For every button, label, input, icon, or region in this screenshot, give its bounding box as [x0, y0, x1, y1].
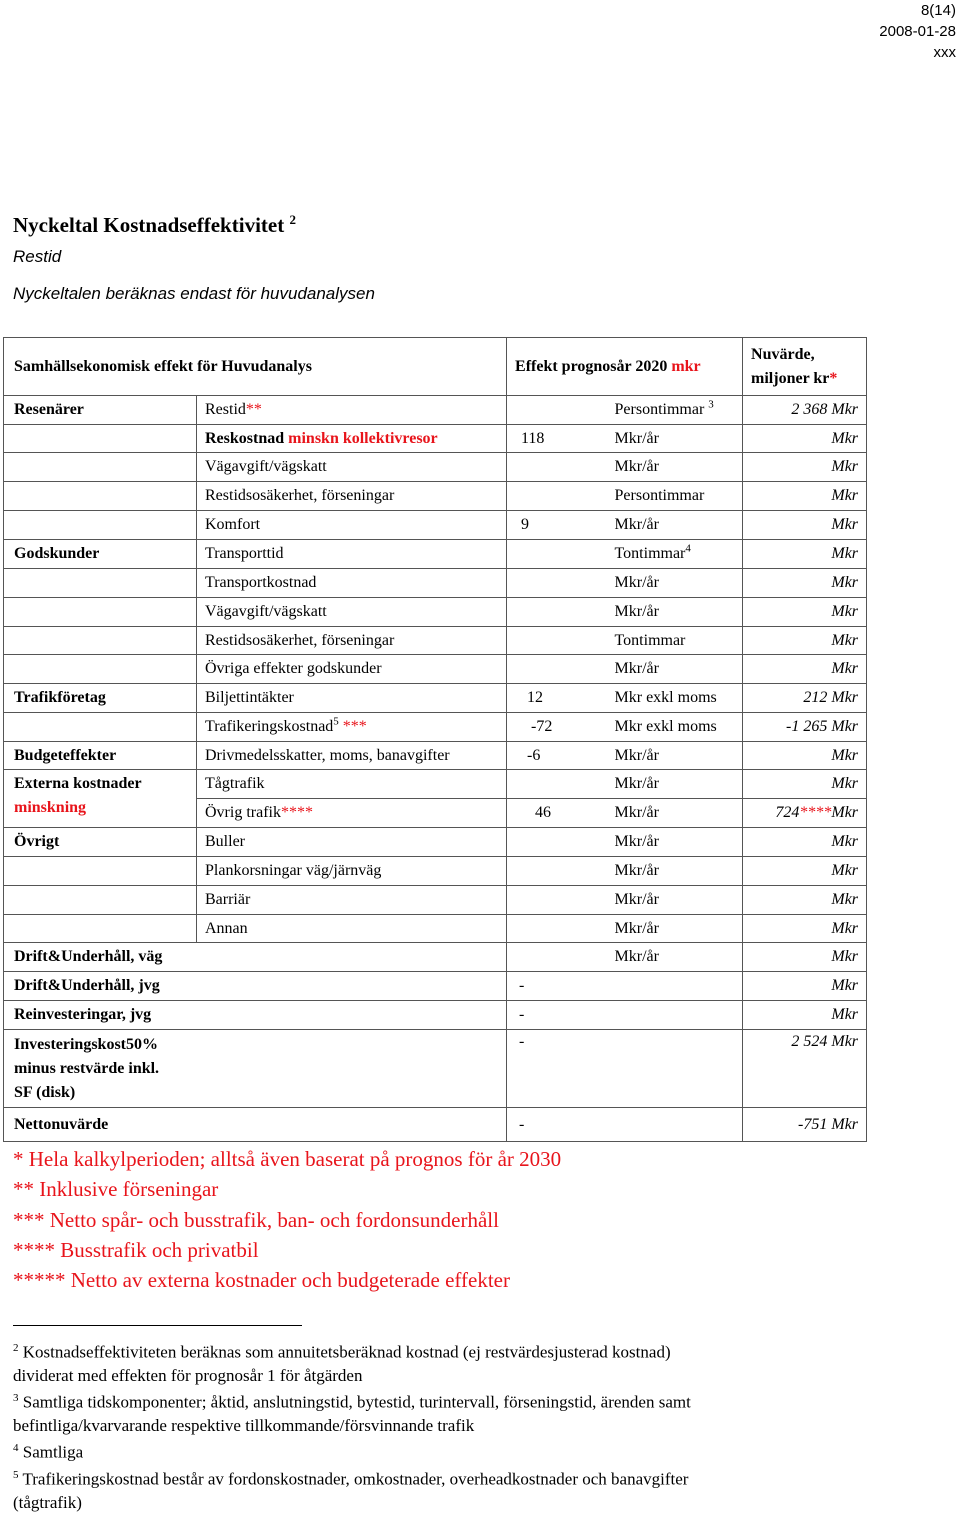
item-label: Transporttid — [197, 540, 507, 569]
value-cell: Mkr — [743, 511, 867, 540]
item-label: Restidsosäkerhet, förseningar — [197, 627, 507, 655]
value-cell: Mkr — [743, 742, 867, 770]
item-label: Komfort — [197, 511, 507, 540]
header-effect: Samhällsekonomisk effekt för Huvudanalys — [4, 338, 507, 396]
item-label: Trafikeringskostnad$^5$ *** — [197, 713, 507, 742]
value-cell: Mkr — [743, 770, 867, 799]
document-date: 2008-01-28 — [879, 23, 956, 40]
note: *** Netto spår- och busstrafik, ban- och fordonsunderhåll — [13, 1207, 499, 1232]
unit-cell: Mkr/år — [607, 943, 743, 972]
title-text: Nyckeltal Kostnadseffektivitet — [13, 213, 285, 237]
value-cell: Mkr — [743, 655, 867, 684]
table-row — [4, 742, 867, 770]
value-cell: Mkr — [743, 627, 867, 655]
value-cell: Mkr — [743, 886, 867, 915]
table-row — [4, 799, 867, 828]
value-cell: Mkr — [743, 972, 867, 1001]
subtitle-note: Nyckeltalen beräknas endast för huvudanalysen — [13, 284, 375, 303]
unit-cell: Mkr/år — [607, 857, 743, 886]
note: ***** Netto av externa kostnader och budgeterade effekter — [13, 1268, 510, 1293]
table-row — [4, 1030, 867, 1108]
unit-cell: Persontimmar — [607, 482, 743, 511]
effect-value: 118 — [507, 425, 607, 453]
table-row — [4, 828, 867, 857]
unit-cell: Mkr/år — [607, 770, 743, 799]
footnote: $^4$ Samtliga — [13, 1442, 84, 1462]
item-label: Plankorsningar väg/järnväg — [197, 857, 507, 886]
unit-cell: Mkr/år — [607, 453, 743, 482]
subtitle-restid: Restid — [13, 247, 62, 266]
table-row — [4, 1108, 867, 1142]
effect-value: - — [507, 972, 607, 1001]
table-row — [4, 627, 867, 655]
unit-cell: Mkr/år — [607, 598, 743, 627]
table-row — [4, 453, 867, 482]
item-label: Övrig trafik**** — [197, 799, 507, 828]
table-row — [4, 684, 867, 713]
item-label: Vägavgift/vägskatt — [197, 598, 507, 627]
table-row — [4, 915, 867, 943]
header-forecast: Effekt prognosår 2020 mkr — [507, 338, 743, 396]
group-label: Godskunder — [4, 540, 197, 569]
value-cell: 724****Mkr — [743, 799, 867, 828]
table-row — [4, 540, 867, 569]
item-label: Restidsosäkerhet, förseningar — [197, 482, 507, 511]
table-row — [4, 943, 867, 972]
table-row — [4, 598, 867, 627]
value-cell: Mkr — [743, 598, 867, 627]
footnote: $^3$ Samtliga tidskomponenter; åktid, anslutningstid, bytestid, turintervall, förseningstid, ärenden samt befintliga/kvarvarande respektive tillkommande/försvinnande trafik — [13, 1392, 691, 1435]
unit-cell: Mkr/år — [607, 828, 743, 857]
value-cell: Mkr — [743, 569, 867, 598]
unit-cell: Mkr/år — [607, 425, 743, 453]
group-label: Övrigt — [4, 828, 197, 857]
table-row — [4, 1001, 867, 1030]
value-cell: Mkr — [743, 915, 867, 943]
unit-cell: Tontimmar$^4$ — [607, 540, 743, 569]
effect-value: - — [507, 1108, 607, 1142]
unit-cell: Mkr/år — [607, 511, 743, 540]
unit-cell: Mkr exkl moms — [607, 684, 743, 713]
table-row — [4, 770, 867, 799]
effect-value: -72 — [507, 713, 607, 742]
footnotes — [13, 1337, 943, 1514]
header-present-value: Nuvärde, miljoner kr* — [743, 338, 867, 396]
table-row — [4, 425, 867, 453]
row-label: Investeringskost50% minus restvärde inkl. SF (disk) — [4, 1030, 197, 1108]
group-label: Budgeteffekter — [4, 742, 197, 770]
item-label: Reskostnad minskn kollektivresor — [197, 425, 507, 453]
value-cell: Mkr — [743, 857, 867, 886]
table-row — [4, 713, 867, 742]
value-cell: Mkr — [743, 425, 867, 453]
note: * Hela kalkylperioden; alltså även baserat på prognos för år 2030 — [13, 1147, 562, 1171]
item-label: Drivmedelsskatter, moms, banavgifter — [197, 742, 507, 770]
table-row — [4, 972, 867, 1001]
effect-value: 9 — [507, 511, 607, 540]
page-header — [879, 0, 956, 63]
effect-value: - — [507, 1001, 607, 1030]
value-cell: Mkr — [743, 453, 867, 482]
footnote-separator — [13, 1325, 302, 1326]
page-title — [13, 212, 296, 238]
footnote: $^5$ Trafikeringskostnad består av fordonskostnader, omkostnader, overheadkostnader och banavgifter (tågtrafik) — [13, 1468, 689, 1512]
table-row — [4, 886, 867, 915]
unit-cell: Mkr/år — [607, 886, 743, 915]
item-label: Barriär — [197, 886, 507, 915]
unit-cell: Mkr/år — [607, 915, 743, 943]
value-cell: Mkr — [743, 943, 867, 972]
table-row — [4, 857, 867, 886]
cost-effectiveness-table — [3, 337, 867, 1142]
group-label: Trafikföretag — [4, 684, 197, 713]
table-row — [4, 482, 867, 511]
effect-value: 12 — [507, 684, 607, 713]
effect-value: - — [507, 1030, 607, 1108]
item-label: Biljettintäkter — [197, 684, 507, 713]
group-label: Resenärer — [4, 396, 197, 425]
document-ref: xxx — [933, 44, 956, 61]
value-cell: -1 265 Mkr — [743, 713, 867, 742]
value-cell: 2 368 Mkr — [743, 396, 867, 425]
unit-cell: Tontimmar — [607, 627, 743, 655]
title-footnote-ref: 2 — [289, 212, 296, 227]
table-row — [4, 655, 867, 684]
group-label: Externa kostnader — [4, 770, 197, 799]
value-cell: Mkr — [743, 828, 867, 857]
asterisk-notes — [13, 1144, 561, 1295]
unit-cell: Persontimmar $^3$ — [607, 396, 743, 425]
row-label: Reinvesteringar, jvg — [4, 1001, 197, 1030]
item-label: Övriga effekter godskunder — [197, 655, 507, 684]
effect-value: 46 — [507, 799, 607, 828]
page-number: 8(14) — [920, 2, 956, 19]
item-label: Restid** — [197, 396, 507, 425]
item-label: Transportkostnad — [197, 569, 507, 598]
value-cell: Mkr — [743, 540, 867, 569]
table-row — [4, 511, 867, 540]
value-cell: Mkr — [743, 482, 867, 511]
table-row — [4, 396, 867, 425]
item-label: Vägavgift/vägskatt — [197, 453, 507, 482]
group-label-sub: minskning — [4, 799, 197, 828]
unit-cell: Mkr/år — [607, 569, 743, 598]
value-cell: -751 Mkr — [743, 1108, 867, 1142]
footnote: $^2$ Kostnadseffektiviteten beräknas som annuitetsberäknad kostnad (ej restvärdesjusterad kostnad) dividerat med effekten för prognosår 1 för åtgärden — [13, 1342, 671, 1385]
item-label: Annan — [197, 915, 507, 943]
table-row — [4, 569, 867, 598]
effect-value: -6 — [507, 742, 607, 770]
unit-cell: Mkr/år — [607, 742, 743, 770]
table-header-row — [4, 338, 867, 396]
row-label: Drift&Underhåll, väg — [4, 943, 197, 972]
unit-cell: Mkr/år — [607, 799, 743, 828]
row-label: Drift&Underhåll, jvg — [4, 972, 197, 1001]
item-label: Buller — [197, 828, 507, 857]
value-cell: 212 Mkr — [743, 684, 867, 713]
item-label: Tågtrafik — [197, 770, 507, 799]
unit-cell: Mkr/år — [607, 655, 743, 684]
unit-cell: Mkr exkl moms — [607, 713, 743, 742]
value-cell: Mkr — [743, 1001, 867, 1030]
note: ** Inklusive förseningar — [13, 1177, 219, 1202]
row-label: Nettonuvärde — [4, 1108, 197, 1142]
value-cell: 2 524 Mkr — [743, 1030, 867, 1108]
note: **** Busstrafik och privatbil — [13, 1237, 259, 1262]
